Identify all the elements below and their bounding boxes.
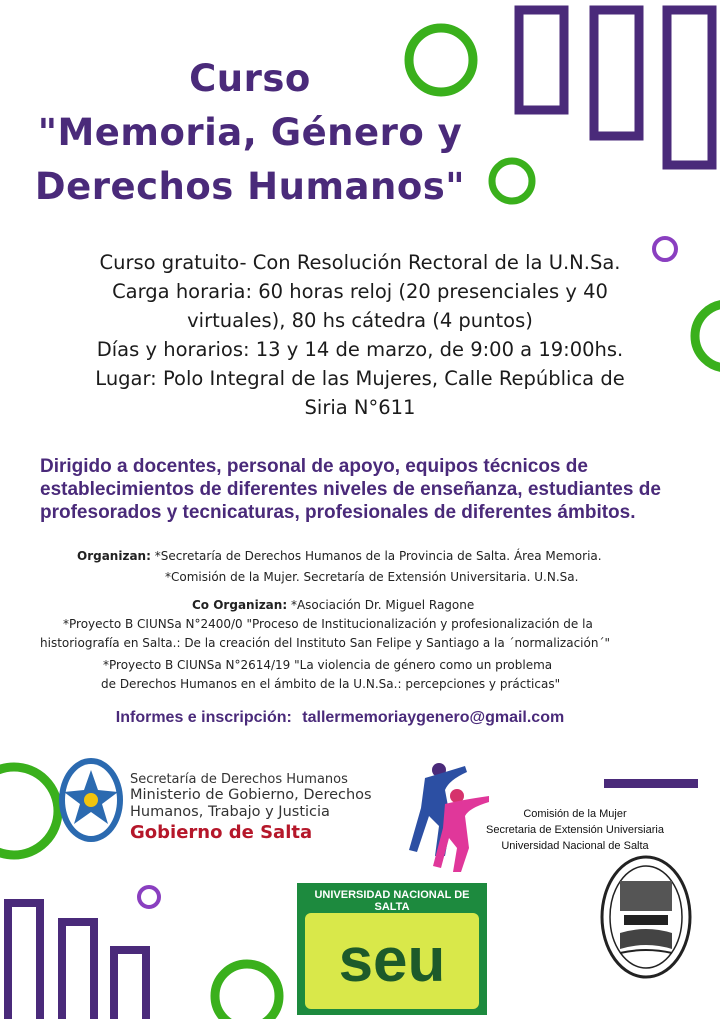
co-organizers-line — [192, 596, 474, 615]
purple-bar-decoration — [519, 10, 564, 110]
secretaria-line: Humanos, Trabajo y Justicia — [130, 804, 330, 820]
title-line: "Memoria, Género y — [37, 111, 463, 154]
organizer-item: *Secretaría de Derechos Humanos de la Provincia de Salta. Área Memoria. — [150, 549, 602, 563]
co-organizer-item: *Proyecto B CIUNSa N°2614/19 "La violencia de género como un problema — [103, 658, 553, 672]
secretaria-logo-text — [130, 772, 372, 845]
target-line: profesorados y tecnicaturas, profesionales de diferentes ámbitos. — [40, 502, 636, 523]
page-title — [30, 52, 470, 214]
green-circle-decoration — [0, 767, 58, 855]
seu-wordmark: seu — [305, 913, 479, 1009]
gobierno-salta-label: Gobierno de Salta — [130, 822, 313, 843]
purple-bar-decoration — [594, 10, 639, 136]
target-line: Dirigido a docentes, personal de apoyo, equipos técnicos de — [40, 456, 588, 477]
comision-line: Universidad Nacional de Salta — [501, 840, 649, 852]
secretaria-line: Secretaría de Derechos Humanos — [130, 772, 348, 787]
secretaria-line: Ministerio de Gobierno, Derechos — [130, 787, 372, 803]
info-line: Curso gratuito- Con Resolución Rectoral de la U.N.Sa. — [99, 251, 621, 274]
comision-mujer-text — [470, 806, 680, 854]
seu-logo — [297, 883, 487, 1015]
info-line: Días y horarios: 13 y 14 de marzo, de 9:00 a 19:00hs. — [96, 338, 624, 361]
seu-university-label: UNIVERSIDAD NACIONAL DE SALTA — [314, 889, 470, 913]
organizer-item: *Comisión de la Mujer. Secretaría de Extensión Universitaria. U.N.Sa. — [165, 570, 579, 584]
target-line: establecimientos de diferentes niveles de enseñanza, estudiantes de — [40, 479, 661, 500]
contact-email-link[interactable]: tallermemoriaygenero@gmail.com — [302, 709, 565, 726]
green-circle-decoration — [695, 304, 720, 368]
contact-label: Informes e inscripción: — [115, 709, 292, 726]
green-circle-decoration — [492, 161, 532, 201]
co-organizer-item: de Derechos Humanos en el ámbito de la U.N.Sa.: percepciones y prácticas" — [101, 677, 561, 691]
purple-bar-decoration — [8, 903, 40, 1019]
co-organizer-item: *Asociación Dr. Miguel Ragone — [287, 598, 475, 612]
university-seal-icon — [598, 853, 694, 981]
purple-bar-decoration — [114, 950, 146, 1019]
organizers-line — [77, 547, 602, 566]
comision-line: Secretaria de Extensión Universiaria — [486, 824, 664, 836]
target-audience — [40, 455, 710, 524]
title-line: Curso — [189, 57, 311, 100]
contact-line — [0, 709, 680, 727]
green-circle-decoration — [215, 964, 279, 1019]
organizers-label: Organizan: — [77, 549, 151, 563]
purple-bar-decoration — [62, 922, 94, 1019]
purple-bar-decoration — [667, 10, 712, 165]
info-line: Carga horaria: 60 horas reloj (20 presenciales y 40 — [112, 280, 608, 303]
info-line: Lugar: Polo Integral de las Mujeres, Calle República de — [95, 367, 625, 390]
violet-circle-decoration — [139, 887, 159, 907]
salta-shield-icon — [56, 756, 126, 848]
course-info — [60, 248, 660, 422]
info-line: virtuales), 80 hs cátedra (4 puntos) — [187, 309, 533, 332]
co-organizers-label: Co Organizan: — [192, 598, 288, 612]
co-organizer-item: *Proyecto B CIUNSa N°2400/0 "Proceso de Institucionalización y profesionalización de la — [63, 617, 593, 631]
info-line: Siria N°611 — [304, 396, 416, 419]
purple-dash-decoration — [604, 779, 698, 788]
comision-line: Comisión de la Mujer — [523, 808, 627, 820]
title-line: Derechos Humanos" — [34, 165, 466, 208]
co-organizer-item: historiografía en Salta.: De la creación del Instituto San Felipe y Santiago a la ´normalización´" — [40, 636, 610, 650]
